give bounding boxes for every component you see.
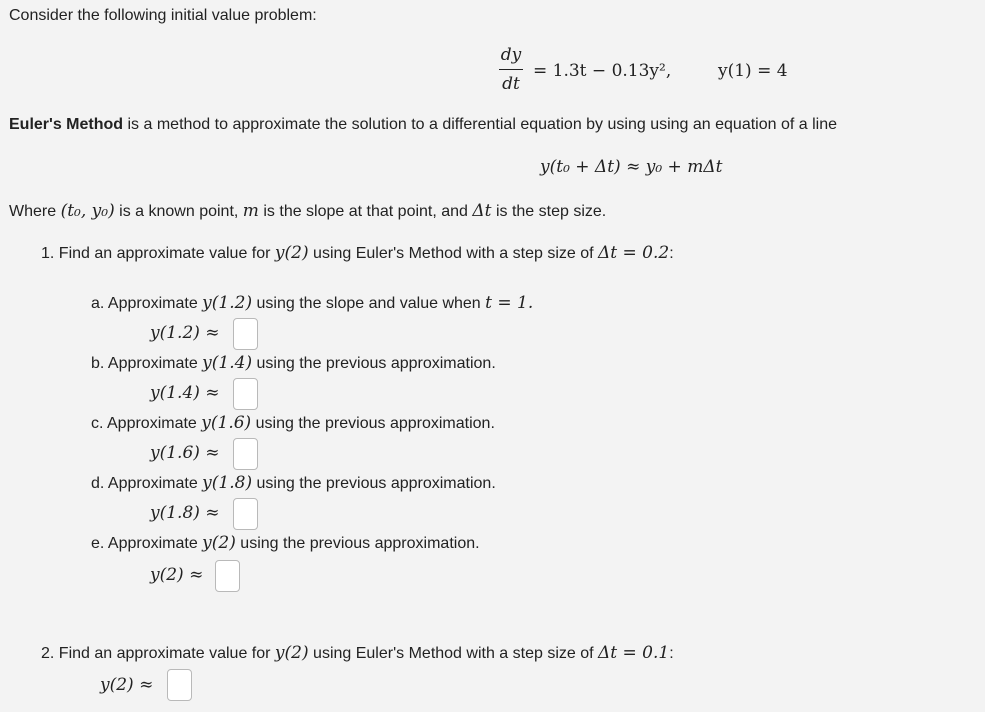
part-e-answer-input[interactable] xyxy=(215,560,240,592)
ode-rhs: = 1.3t − 0.13y², xyxy=(533,61,672,81)
q1-prefix: 1. Find an approximate value for xyxy=(41,245,275,262)
ode-initial-condition: y(1) = 4 xyxy=(718,61,788,81)
euler-description-rest: is a method to approximate the solution to a differential equation by using using an equation of a line xyxy=(123,116,838,133)
part-d-answer-input[interactable] xyxy=(233,498,258,530)
euler-method-term: Euler's Method xyxy=(9,116,124,133)
part-b-prompt xyxy=(91,353,496,374)
q2-prefix: 2. Find an approximate value for xyxy=(41,645,275,662)
part-b-target: y(1.4) xyxy=(202,353,253,373)
ode-numerator: dy xyxy=(500,45,522,65)
part-e-target: y(2) xyxy=(202,533,236,553)
step-symbol: Δt xyxy=(472,201,492,221)
part-d-prompt xyxy=(91,473,496,494)
part-e-prefix: e. Approximate xyxy=(91,535,203,552)
part-b-answer-input[interactable] xyxy=(233,378,258,410)
part-a-answer-input[interactable] xyxy=(233,318,258,350)
part-e-prompt xyxy=(91,533,480,554)
ode-fraction-bar xyxy=(499,69,523,70)
question-1 xyxy=(41,243,674,264)
euler-formula: y(t₀ + Δt) ≈ y₀ + mΔt xyxy=(540,157,723,177)
part-d-rest: using the previous approximation. xyxy=(252,475,496,492)
q2-mid: using Euler's Method with a step size of xyxy=(308,645,599,662)
part-c-target: y(1.6) xyxy=(201,413,252,433)
part-c-answer-input[interactable] xyxy=(233,438,258,470)
part-d-prefix: d. Approximate xyxy=(91,475,203,492)
part-b-prefix: b. Approximate xyxy=(91,355,203,372)
ode-denominator: dt xyxy=(502,74,520,94)
question-2 xyxy=(41,643,674,664)
part-c-rest: using the previous approximation. xyxy=(251,415,495,432)
q2-step: Δt = 0.1 xyxy=(598,643,670,663)
part-b-rest: using the previous approximation. xyxy=(252,355,496,372)
where-p4: is the step size. xyxy=(491,203,607,220)
part-a-condition: t = 1. xyxy=(485,293,534,313)
part-d-answer-label: y(1.8) ≈ xyxy=(150,503,220,523)
where-p2: is a known point, xyxy=(114,203,243,220)
q2-suffix: : xyxy=(669,645,674,662)
q2-target: y(2) xyxy=(274,643,309,663)
part-a-prompt xyxy=(91,293,533,314)
q1-mid: using Euler's Method with a step size of xyxy=(308,245,599,262)
part-d-target: y(1.8) xyxy=(202,473,253,493)
part-e-answer-label: y(2) ≈ xyxy=(150,565,204,585)
euler-description xyxy=(9,115,837,135)
part-a-target: y(1.2) xyxy=(202,293,253,313)
part-a-rest: using the slope and value when xyxy=(252,295,486,312)
intro-text: Consider the following initial value problem: xyxy=(9,7,317,24)
where-p3: is the slope at that point, and xyxy=(258,203,473,220)
q1-step: Δt = 0.2 xyxy=(598,243,670,263)
part-c-prefix: c. Approximate xyxy=(91,415,202,432)
q2-answer-input[interactable] xyxy=(167,669,192,701)
part-a-answer-label: y(1.2) ≈ xyxy=(150,323,220,343)
part-c-prompt xyxy=(91,413,495,434)
where-text xyxy=(9,201,606,222)
q1-target: y(2) xyxy=(274,243,309,263)
part-b-answer-label: y(1.4) ≈ xyxy=(150,383,220,403)
part-c-answer-label: y(1.6) ≈ xyxy=(150,443,220,463)
known-point: (t₀, y₀) xyxy=(60,201,115,221)
part-a-prefix: a. Approximate xyxy=(91,295,203,312)
where-p1: Where xyxy=(9,203,61,220)
slope-symbol: m xyxy=(242,201,259,221)
q2-answer-label: y(2) ≈ xyxy=(100,675,154,695)
q1-suffix: : xyxy=(669,245,674,262)
part-e-rest: using the previous approximation. xyxy=(235,535,480,552)
